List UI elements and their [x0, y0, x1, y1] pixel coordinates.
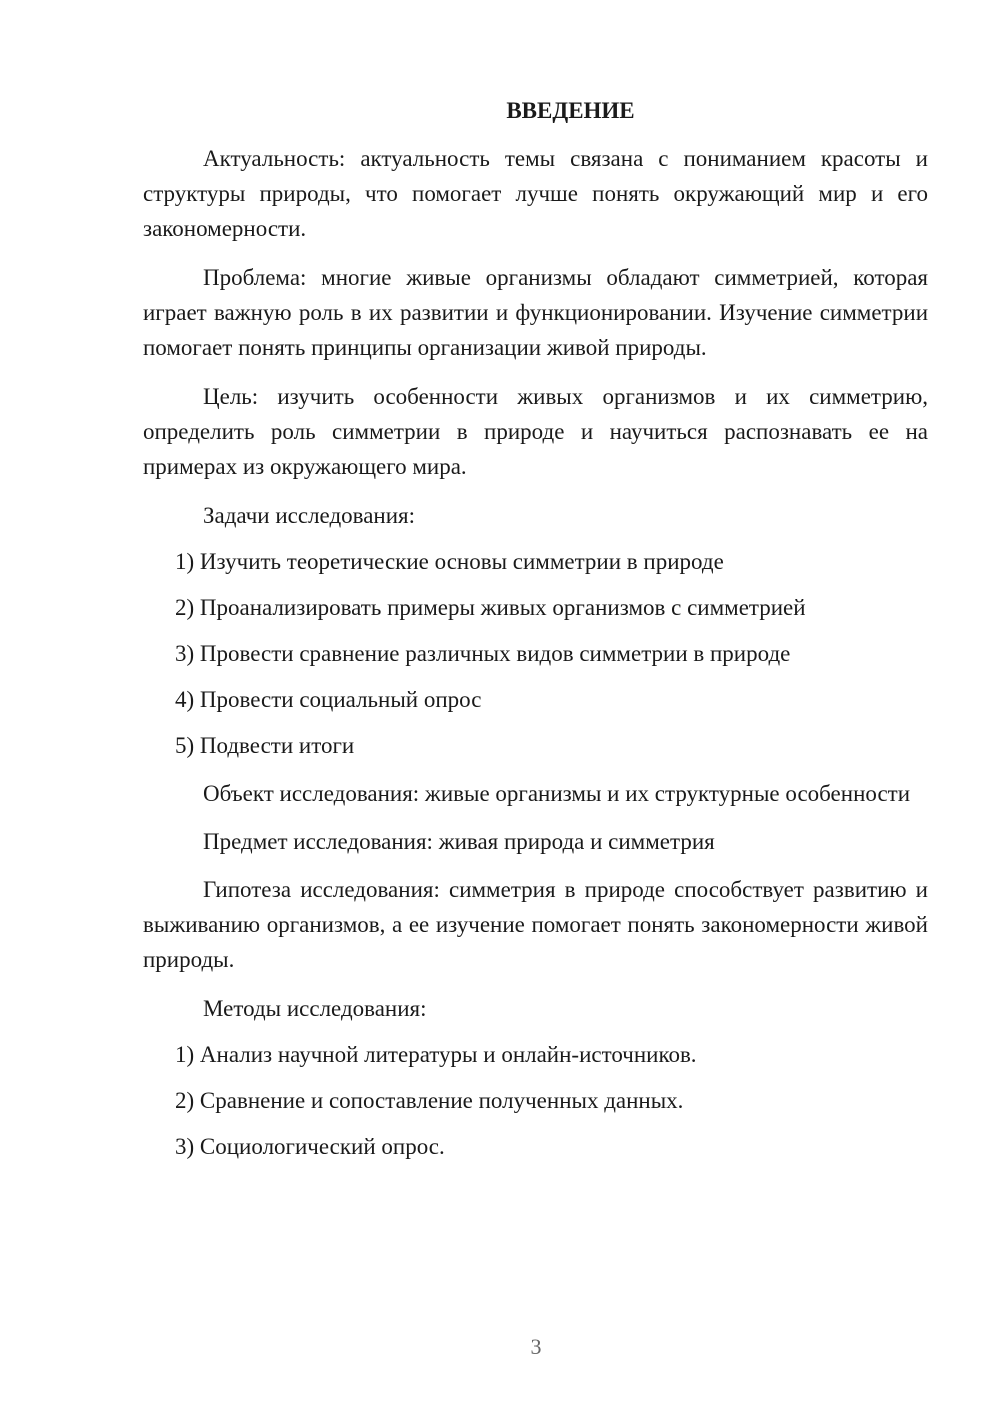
subject-paragraph: Предмет исследования: живая природа и симметрия [203, 829, 715, 854]
list-item: 2) Сравнение и сопоставление полученных данных. [175, 1088, 684, 1113]
tasks-list [143, 544, 928, 763]
object-paragraph: Объект исследования: живые организмы и их структурные особенности [203, 781, 911, 806]
page-title: ВВЕДЕНИЕ [506, 98, 635, 123]
list-item: 3) Провести сравнение различных видов симметрии в природе [175, 641, 791, 666]
list-item: 4) Провести социальный опрос [175, 687, 482, 712]
list-item: 5) Подвести итоги [175, 733, 355, 758]
methods-list [143, 1037, 928, 1164]
goal-paragraph: Цель: изучить особенности живых организмов и их симметрию, определить роль симметрии в природе и научиться распознавать ее на примерах из окружающего мира. [143, 384, 928, 479]
list-item: 3) Социологический опрос. [175, 1134, 445, 1159]
list-item: 1) Анализ научной литературы и онлайн-источников. [175, 1042, 697, 1067]
tasks-heading: Задачи исследования: [203, 503, 416, 528]
hypothesis-paragraph: Гипотеза исследования: симметрия в природе способствует развитию и выживанию организмов, а ее изучение помогает понять закономерности живой природы. [143, 877, 928, 972]
page-number: 3 [530, 1334, 542, 1359]
relevance-paragraph: Актуальность: актуальность темы связана с пониманием красоты и структуры природы, что помогает лучше понять окружающий мир и его закономерности. [143, 146, 928, 241]
problem-paragraph: Проблема: многие живые организмы обладают симметрией, которая играет важную роль в их развитии и функционировании. Изучение симметрии помогает понять принципы организации живой природы. [143, 265, 928, 360]
list-item: 2) Проанализировать примеры живых организмов с симметрией [175, 595, 806, 620]
list-item: 1) Изучить теоретические основы симметрии в природе [175, 549, 724, 574]
methods-heading: Методы исследования: [203, 996, 427, 1021]
page-content [143, 93, 928, 1164]
